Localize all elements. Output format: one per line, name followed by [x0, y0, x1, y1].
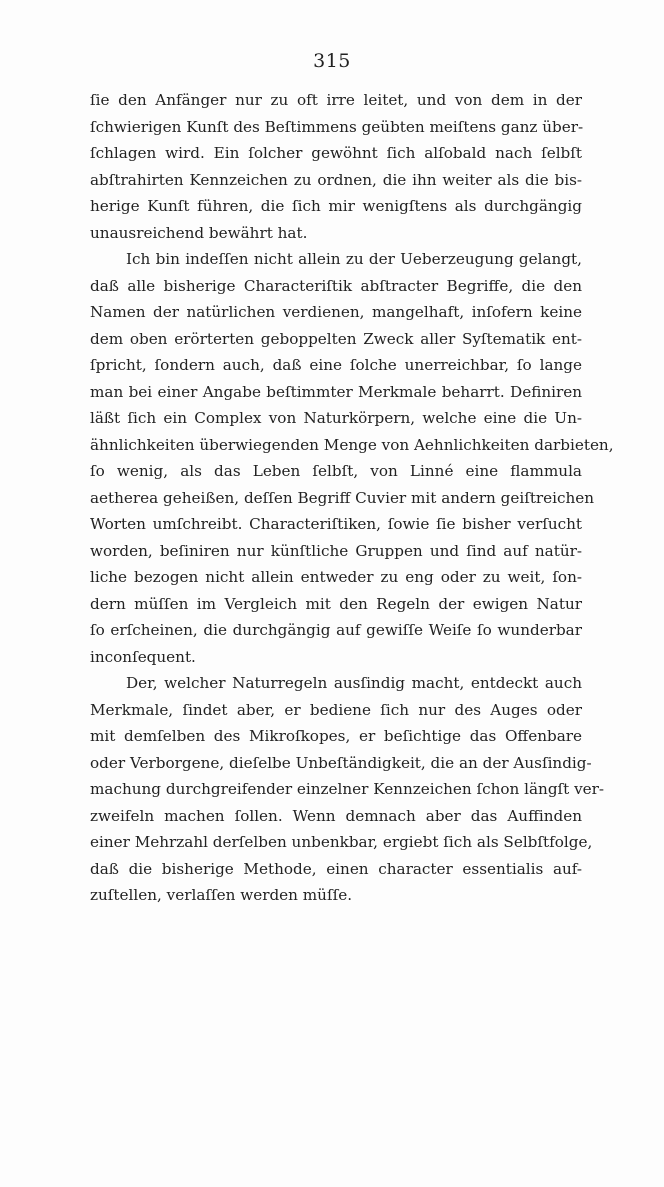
text-line: ſo erſcheinen, die durchgängig auf gewiſſe Weiſe ſo wunderbar	[90, 621, 582, 639]
text-line: herige Kunſt führen, die ſich mir wenigſtens als durchgängig	[90, 197, 582, 215]
text-line: Der, welcher Naturregeln ausſindig macht, entdeckt auch	[126, 674, 582, 692]
text-line: ſpricht, ſondern auch, daß eine ſolche unerreichbar, ſo lange	[90, 356, 582, 374]
text-line: ähnlichkeiten überwiegenden Menge von Aehnlichkeiten darbieten,	[90, 435, 614, 454]
text-line: ſie den Anfänger nur zu oft irre leitet, und von dem in der	[90, 91, 582, 109]
text-line: läßt ſich ein Complex von Naturkörpern, welche eine die Un-	[90, 409, 582, 427]
text-line: man bei einer Angabe beſtimmter Merkmale beharrt. Definiren	[90, 382, 582, 401]
text-line: ſchwierigen Kunſt des Beſtimmens geübten meiſtens ganz über-	[90, 117, 584, 136]
text-line: liche bezogen nicht allein entweder zu eng oder zu weit, ſon-	[90, 568, 582, 586]
text-line: Worten umſchreibt. Characteriſtiken, ſowie ſie bisher verſucht	[90, 515, 582, 533]
text-line: Merkmale, ſindet aber, er bediene ſich nur des Auges oder	[90, 700, 582, 719]
text-line: abſtrahirten Kennzeichen zu ordnen, die ihn weiter als die bis-	[90, 170, 582, 189]
text-line: ſo wenig, als das Leben ſelbſt, von Linné eine flammula	[90, 462, 582, 480]
page-number: 315	[313, 50, 351, 72]
text-line: zweifeln machen ſollen. Wenn demnach aber das Auffinden	[90, 806, 582, 825]
text-line: aetherea geheißen, deſſen Begriff Cuvier mit andern geiſtreichen	[90, 488, 595, 507]
text-line: zuſtellen, verlaſſen werden müſſe.	[90, 886, 353, 904]
text-line: mit demſelben des Mikroſkopes, er beſichtige das Offenbare	[90, 727, 582, 745]
text-line: einer Mehrzahl derſelben unbenkbar, ergiebt ſich als Selbſtfolge,	[90, 833, 593, 851]
text-line: oder Verborgene, dieſelbe Unbeſtändigkeit, die an der Ausſindig-	[90, 753, 592, 772]
body-text	[90, 87, 614, 909]
text-line: worden, beſiniren nur künſtliche Gruppen und ſind auf natür-	[90, 541, 582, 560]
text-line: Namen der natürlichen verdienen, mangelhaft, inſofern keine	[90, 303, 582, 321]
text-line: daß alle bisherige Characteriſtik abſtracter Begriffe, die den	[90, 276, 582, 295]
text-line: machung durchgreifender einzelner Kennzeichen ſchon längſt ver-	[90, 780, 605, 798]
text-line: daß die bisherige Methode, einen character essentialis auf-	[90, 859, 582, 878]
text-line: inconſequent.	[90, 647, 196, 666]
text-line: dem oben erörterten geboppelten Zweck aller Syſtematik ent-	[90, 329, 582, 348]
text-line: ſchlagen wird. Ein ſolcher gewöhnt ſich alſobald nach ſelbſt	[90, 144, 582, 162]
text-line: dern müſſen im Vergleich mit den Regeln der ewigen Natur	[90, 594, 582, 613]
text-line: unausreichend bewährt hat.	[90, 223, 308, 242]
text-line: Ich bin indeſſen nicht allein zu der Ueberzeugung gelangt,	[126, 250, 582, 268]
